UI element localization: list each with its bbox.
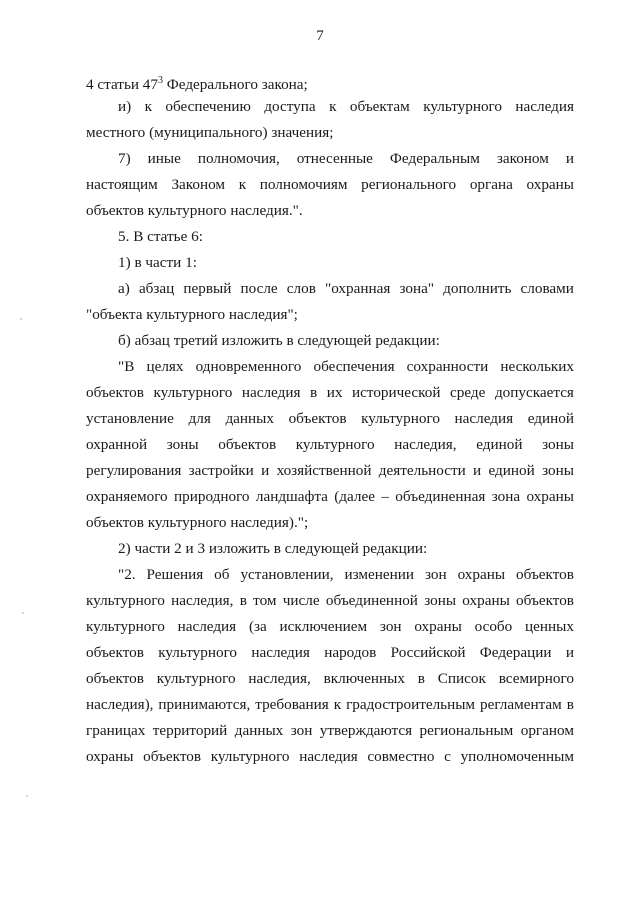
word: наследия [515,98,574,115]
word: с [444,748,451,765]
word: культурного [153,384,233,401]
text-line: объектов культурного наследия.". [86,202,303,219]
text-line: 1) в части 1: [118,254,197,271]
word: одновременного [195,358,302,375]
text-line [86,640,574,666]
word: к [333,696,342,713]
word: объектов [143,748,202,765]
word: единой [476,436,523,453]
word: доступа [264,98,316,115]
word: первый [183,280,232,297]
word: зона [491,488,521,505]
word: зоны [542,462,574,479]
word: органа [469,176,513,193]
word: для [188,410,211,427]
word: культурного [295,436,375,453]
text-line [86,94,574,120]
word: культурного [156,670,236,687]
word: культурного [361,410,440,427]
word: слов [286,280,316,297]
word: целях [146,358,184,375]
word: границах [86,722,146,739]
word: – [381,488,389,505]
word: установление [86,410,174,427]
word: полномочиям [259,176,348,193]
word: числе [282,592,320,609]
word: Законом [171,176,226,193]
word: объединенной [325,592,418,609]
word: после [240,280,278,297]
word: обеспечению [165,98,251,115]
word: принимаются, [158,696,251,713]
word: культурного [86,592,165,609]
word: совместно [367,748,435,765]
word: регионального [361,176,457,193]
word: а) [118,280,130,297]
word: уполномоченным [460,748,574,765]
word: к [238,176,247,193]
word: хозяйственной [276,462,372,479]
text-line [86,380,574,406]
word: словами [520,280,574,297]
word: Российской [390,644,466,661]
word: регламентам [480,696,562,713]
word: охраны [462,592,510,609]
word: иные [147,150,181,167]
word: установлении, [240,566,334,583]
word: культурного [158,644,238,661]
word: "2. [118,566,136,583]
text-line [86,484,574,510]
word: охраны [414,618,462,635]
word: наследия, [171,592,234,609]
word: в [566,696,574,713]
word: застройки [188,462,254,479]
word: органом [520,722,574,739]
word: деятельности [378,462,466,479]
word: среде [450,384,486,401]
word: зоны [424,592,457,609]
word: "охранная [325,280,391,297]
word: региональным [419,722,514,739]
word: настоящим [86,176,158,193]
word: градостроительным [346,696,476,713]
word: зон [290,722,313,739]
word: к [329,98,337,115]
word: объектов [218,436,277,453]
word: к [144,98,152,115]
word: культурного [210,748,290,765]
word: и) [118,98,132,115]
word: регулирования [86,462,182,479]
word: наследия, [248,670,311,687]
word: зона" [399,280,435,297]
word: Список [437,670,486,687]
word: абзац [138,280,175,297]
word: в [310,384,318,401]
word: особо [474,618,513,635]
word: утверждаются [319,722,413,739]
word: наследия [241,384,301,401]
text-line [86,458,574,484]
word: и [261,462,270,479]
word: включенных [323,670,405,687]
word: том [253,592,277,609]
word: наследия [454,410,514,427]
text-line [86,68,574,94]
text-line [86,588,574,614]
word: наследия), [86,696,154,713]
text-line [86,562,574,588]
word: изменении [344,566,415,583]
word: объектов [516,592,574,609]
word: объектов [86,384,144,401]
word: охранной [86,436,148,453]
word: единой [488,462,535,479]
word: в [417,670,425,687]
word: наследия [251,644,310,661]
text-line [86,744,574,770]
word: народов [324,644,377,661]
text-part: 4 статьи 47 [86,76,158,94]
word: (далее [334,488,375,505]
word: Федеральным [389,150,480,167]
text-line [86,146,574,172]
word: и [565,644,574,661]
word: в [239,592,247,609]
word: объединенная [395,488,486,505]
word: и [565,150,574,167]
word: охраны [86,748,134,765]
word: данных [234,722,284,739]
word: (за [248,618,267,635]
scan-artifact [22,612,24,614]
word: данных [225,410,274,427]
word: охраны [457,566,506,583]
word: наследия [177,618,237,635]
word: зон [379,618,402,635]
word: исключением [279,618,368,635]
word: дополнить [443,280,512,297]
word: охраны [526,488,574,505]
text-line: 2) части 2 и 3 изложить в следующей редакции: [118,540,428,557]
word: объектов [516,566,574,583]
word: объектов [86,644,144,661]
text-line: "объекта культурного наследия"; [86,306,298,323]
word: культурного [86,618,165,635]
word: зон [424,566,447,583]
word: зоны [542,436,574,453]
word: требования [255,696,329,713]
word: нескольких [500,358,574,375]
word: 7) [118,150,131,167]
word: исторической [352,384,441,401]
word: всемирного [498,670,574,687]
text-line [86,172,574,198]
word: их [326,384,343,401]
text-line: 5. В статье 6: [118,228,203,245]
word: территорий [152,722,228,739]
text-line [86,432,574,458]
text-line [86,692,574,718]
word: "В [118,358,135,375]
word: охраняемого [86,488,168,505]
superscript: 3 [157,75,163,86]
text-part: Федерального закона; [162,76,308,94]
word: отнесенные [296,150,373,167]
word: охраны [526,176,574,193]
word: допускается [494,384,574,401]
text-line [86,354,574,380]
text-line: объектов культурного наследия)."; [86,514,309,531]
word: полномочия, [197,150,280,167]
word: наследия, [394,436,457,453]
word: объектам [349,98,410,115]
text-line [86,614,574,640]
word: обеспечения [313,358,395,375]
text-line: местного (муниципального) значения; [86,124,334,141]
word: объектов [86,670,144,687]
word: объектов [288,410,347,427]
word: природного [174,488,250,505]
word: законом [496,150,549,167]
word: Федерации [479,644,552,661]
page-number: 7 [316,28,324,44]
text-line [86,718,574,744]
word: культурного [423,98,502,115]
scan-artifact [20,318,22,320]
word: Решения [146,566,204,583]
text-line: б) абзац третий изложить в следующей редакции: [118,332,440,349]
document-body [86,68,574,770]
word: наследия [299,748,358,765]
word: зоны [166,436,199,453]
text-line [86,406,574,432]
word: ландшафта [255,488,328,505]
scan-artifact [26,795,28,797]
word: единой [527,410,574,427]
word: и [473,462,482,479]
text-line [86,276,574,302]
word: ценных [525,618,574,635]
text-line [86,666,574,692]
word: сохранности [406,358,489,375]
word: об [214,566,230,583]
